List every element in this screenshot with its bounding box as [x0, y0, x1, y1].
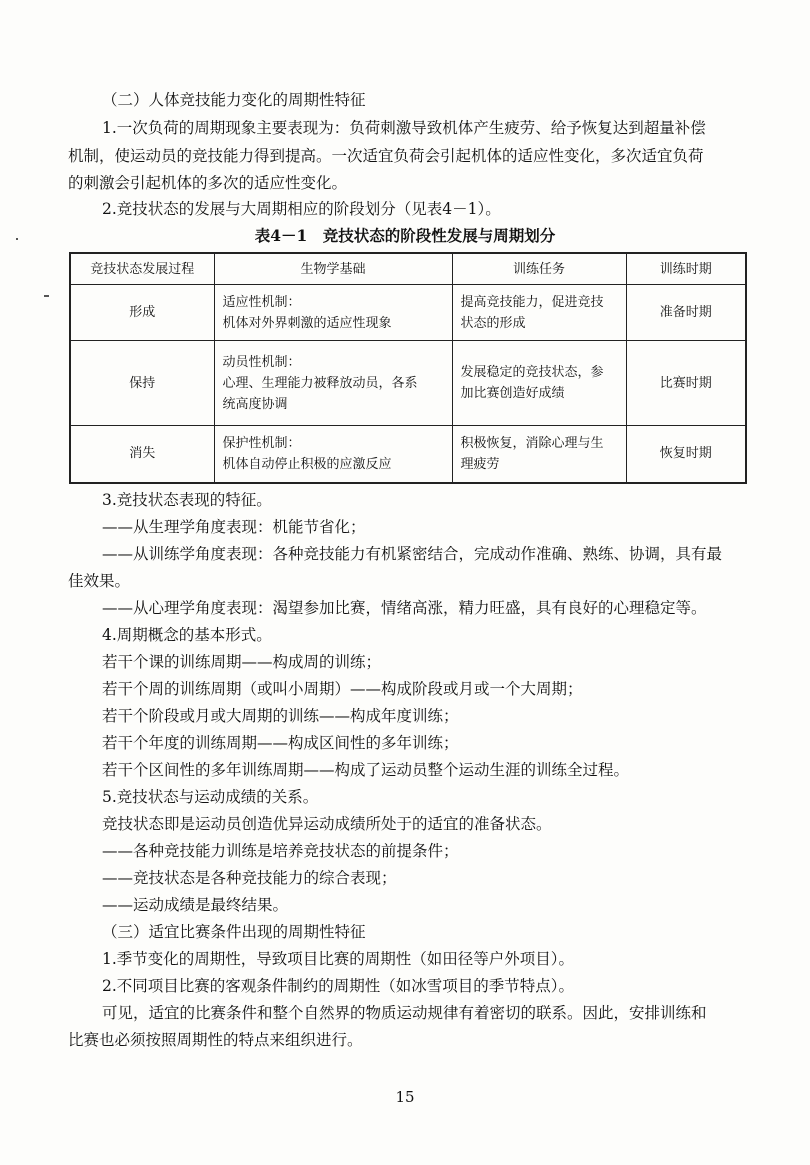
paragraph-line: 竞技状态即是运动员创造优异运动成绩所处于的适宜的准备状态。 — [102, 815, 552, 833]
paragraph-line: 的刺激会引起机体的多次的适应性变化。 — [68, 174, 348, 192]
header-period: 训练时期 — [626, 253, 746, 285]
table-caption: 表4－1 竞技状态的阶段性发展与周期划分 — [254, 226, 556, 245]
cell-basis — [214, 341, 452, 426]
cell-line: 发展稳定的竞技状态，参 — [460, 365, 604, 380]
cell-line: 理疲劳 — [460, 456, 500, 472]
paragraph-line: ——竞技状态是各种竞技能力的综合表现； — [102, 869, 397, 887]
cell-period: 比赛时期 — [626, 341, 746, 426]
scan-speck — [16, 238, 18, 240]
paragraph-line: ——从训练学角度表现：各种竞技能力有机紧密结合，完成动作准确、熟练、协调，具有最 — [102, 545, 723, 563]
paragraph-line: ——各种竞技能力训练是培养竞技状态的前提条件； — [102, 842, 459, 860]
cell-task — [452, 426, 626, 483]
paragraph-line: ——从心理学角度表现：渴望参加比赛，情绪高涨，精力旺盛，具有良好的心理稳定等。 — [102, 599, 707, 617]
paragraph-line: 机制，使运动员的竞技能力得到提高。一次适宜负荷会引起机体的适应性变化，多次适宜负荷 — [68, 147, 704, 165]
section-heading-2: （二）人体竞技能力变化的周期性特征 — [102, 91, 366, 109]
cell-line: 适应性机制： — [222, 294, 301, 310]
cell-stage: 保持 — [70, 341, 214, 426]
table-row — [70, 426, 746, 483]
paragraph-line: 5.竞技状态与运动成绩的关系。 — [102, 788, 319, 806]
paragraph-line: ——运动成绩是最终结果。 — [102, 896, 289, 914]
paragraph-line: 若干个周的训练周期（或叫小周期）——构成阶段或月或一个大周期； — [102, 680, 583, 698]
cell-stage: 消失 — [70, 426, 214, 483]
cell-line: 积极恢复，消除心理与生 — [460, 435, 604, 451]
cell-line: 状态的形成 — [460, 315, 526, 331]
cell-line: 心理、生理能力被释放动员，各系 — [222, 375, 418, 391]
stage-table — [69, 252, 747, 484]
paragraph-line: 2.不同项目比赛的客观条件制约的周期性（如冰雪项目的季节特点）。 — [102, 977, 575, 995]
cell-line: 动员性机制： — [222, 354, 301, 370]
section-heading-3: （三）适宜比赛条件出现的周期性特征 — [102, 923, 366, 941]
header-basis: 生物学基础 — [214, 253, 452, 285]
header-stage: 竞技状态发展过程 — [70, 253, 214, 285]
cell-basis — [214, 285, 452, 341]
paragraph-line: 2.竞技状态的发展与大周期相应的阶段划分（见表4－1）。 — [102, 200, 501, 218]
table-header-row — [70, 253, 746, 285]
page-number: 15 — [395, 1088, 415, 1106]
table-row — [70, 341, 746, 426]
table-row — [70, 285, 746, 341]
paragraph-line: 可见，适宜的比赛条件和整个自然界的物质运动规律有着密切的联系。因此，安排训练和 — [102, 1004, 707, 1022]
cell-task — [452, 285, 626, 341]
paragraph-line: 1.一次负荷的周期现象主要表现为：负荷刺激导致机体产生疲劳、给予恢复达到超量补偿 — [102, 119, 706, 137]
cell-stage: 形成 — [70, 285, 214, 341]
cell-basis — [214, 426, 452, 483]
cell-task — [452, 341, 626, 426]
scan-speck — [44, 295, 49, 297]
paragraph-line: 若干个阶段或月或大周期的训练——构成年度训练； — [102, 707, 459, 725]
cell-period: 准备时期 — [626, 285, 746, 341]
cell-line: 提高竞技能力，促进竞技 — [460, 294, 604, 310]
paragraph-line: 比赛也必须按照周期性的特点来组织进行。 — [68, 1031, 363, 1049]
paragraph-line: 若干个课的训练周期——构成周的训练； — [102, 653, 382, 671]
cell-line: 保护性机制： — [222, 435, 301, 451]
cell-period: 恢复时期 — [626, 426, 746, 483]
header-task: 训练任务 — [452, 253, 626, 285]
cell-line: 机体对外界刺激的适应性现象 — [222, 315, 392, 331]
cell-line: 加比赛创造好成绩 — [460, 386, 565, 401]
paragraph-line: 若干个区间性的多年训练周期——构成了运动员整个运动生涯的训练全过程。 — [102, 761, 630, 779]
paragraph-line: 1.季节变化的周期性，导致项目比赛的周期性（如田径等户外项目）。 — [102, 950, 575, 968]
cell-line: 机体自动停止积极的应激反应 — [222, 456, 392, 472]
paragraph-line: ——从生理学角度表现：机能节省化； — [102, 518, 366, 536]
paragraph-line: 若干个年度的训练周期——构成区间性的多年训练； — [102, 734, 459, 752]
paragraph-line: 佳效果。 — [68, 572, 131, 590]
paragraph-line: 4.周期概念的基本形式。 — [102, 626, 272, 644]
cell-line: 统高度协调 — [222, 396, 288, 412]
paragraph-line: 3.竞技状态表现的特征。 — [102, 491, 272, 509]
